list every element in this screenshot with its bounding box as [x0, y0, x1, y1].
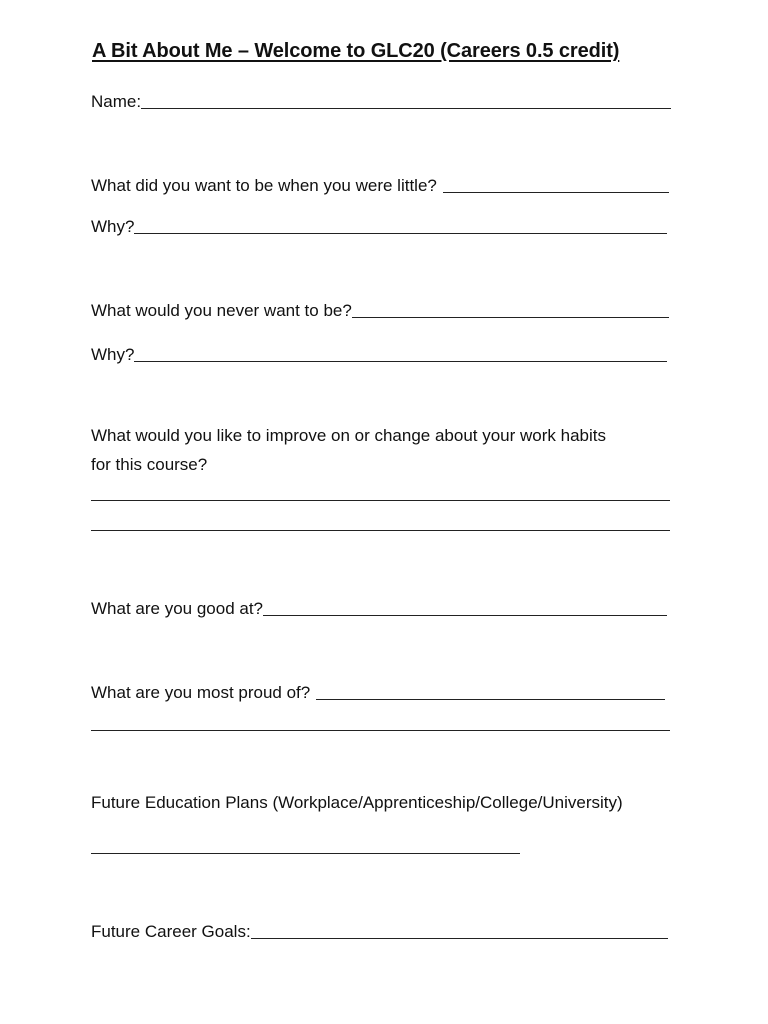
name-blank[interactable] — [141, 107, 671, 109]
little-why-blank[interactable] — [134, 232, 667, 234]
little-blank[interactable] — [443, 191, 669, 193]
name-row — [91, 88, 671, 112]
proud-blank[interactable] — [316, 698, 665, 700]
career-question: Future Career Goals: — [91, 922, 251, 941]
good-at-row — [91, 595, 667, 619]
proud-row — [91, 679, 665, 703]
habits-answer-line-1[interactable] — [91, 499, 670, 501]
habits-answer-line-2[interactable] — [91, 529, 670, 531]
career-blank[interactable] — [251, 937, 668, 939]
never-question: What would you never want to be? — [91, 301, 352, 320]
education-answer-line[interactable] — [91, 852, 520, 854]
little-row — [91, 172, 669, 196]
good-at-question: What are you good at? — [91, 599, 264, 618]
never-why-label: Why? — [91, 345, 135, 364]
habits-question-line2: for this course? — [91, 455, 208, 474]
little-why-label: Why? — [91, 217, 135, 236]
good-at-blank[interactable] — [263, 614, 667, 616]
never-blank[interactable] — [352, 316, 669, 318]
worksheet-title: A Bit About Me – Welcome to GLC20 (Careers 0.5 credit) — [92, 40, 620, 62]
proud-answer-line[interactable] — [91, 729, 670, 731]
habits-question-line1: What would you like to improve on or change about your work habits — [91, 426, 606, 445]
little-why-row — [91, 213, 667, 237]
never-why-row — [91, 341, 667, 365]
career-row — [91, 918, 668, 942]
never-row — [91, 297, 669, 321]
little-question: What did you want to be when you were little? — [91, 176, 437, 195]
education-question: Future Education Plans (Workplace/Apprenticeship/College/University) — [91, 793, 623, 812]
never-why-blank[interactable] — [134, 360, 667, 362]
name-label: Name: — [91, 92, 142, 111]
proud-question: What are you most proud of? — [91, 683, 311, 702]
